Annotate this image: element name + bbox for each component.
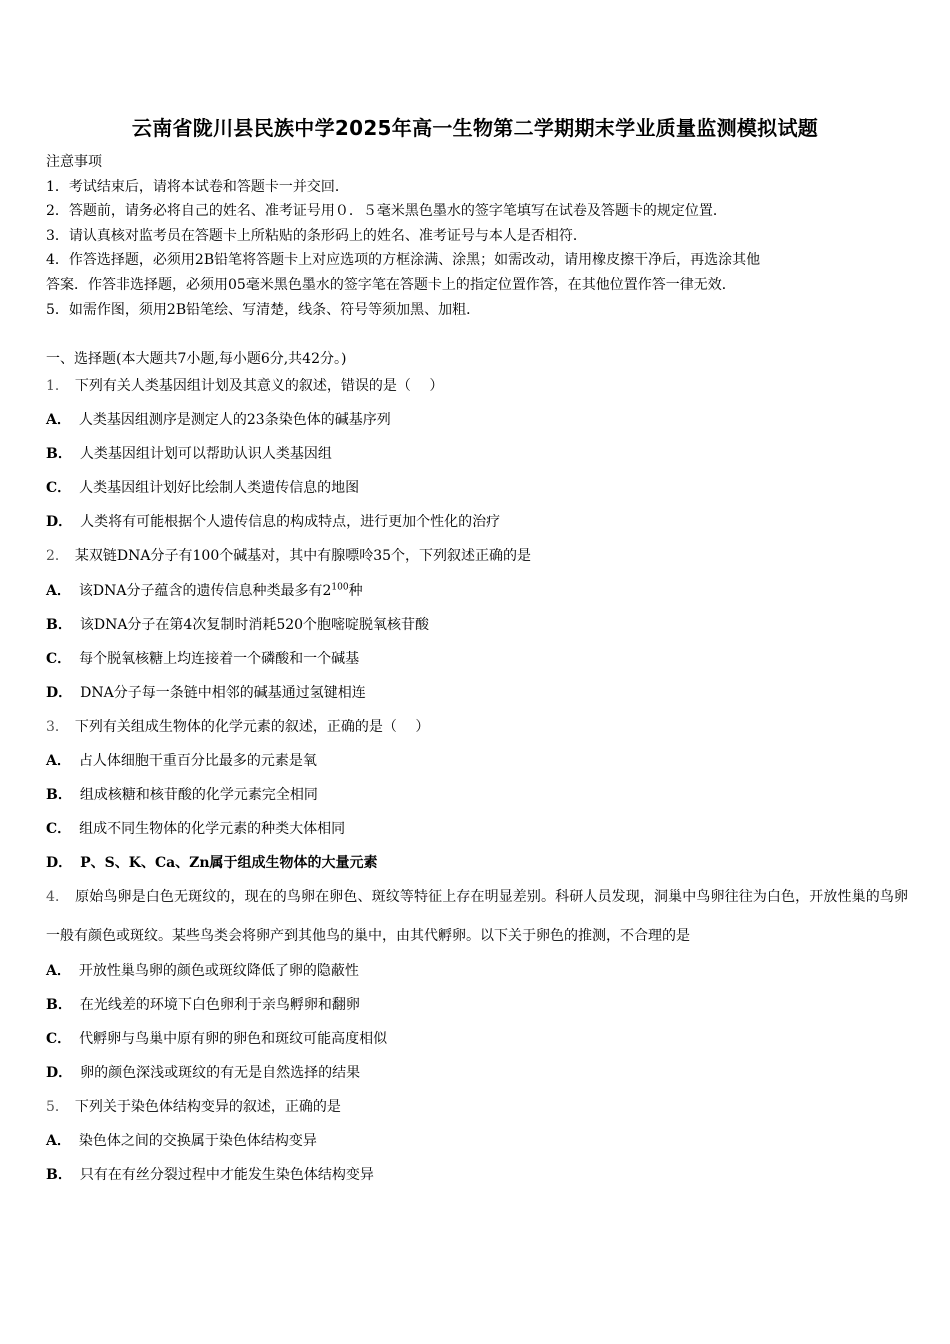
question-1-option-c <box>46 476 908 510</box>
option-text: 染色体之间的交换属于染色体结构变异 <box>78 1133 317 1150</box>
notice-item: 2．答题前，请务必将自己的姓名、准考证号用０．５毫米黑色墨水的签字笔填写在试卷及答题卡的规定位置． <box>46 203 727 220</box>
question-text: 某双链DNA分子有100个碱基对，其中有腺嘌呤35个，下列叙述正确的是 <box>74 548 532 565</box>
option-text: 卵的颜色深浅或斑纹的有无是自然选择的结果 <box>80 1065 361 1082</box>
notice-item: 答案．作答非选择题，必须用05毫米黑色墨水的签字笔在答题卡上的指定位置作答，在其他位置作答一律无效． <box>46 276 736 293</box>
option-letter: B． <box>46 616 72 633</box>
question-text: 下列关于染色体结构变异的叙述，正确的是 <box>74 1099 341 1116</box>
option-text: 组成不同生物体的化学元素的种类大体相同 <box>79 821 346 838</box>
question-number: 3． <box>46 718 69 735</box>
option-letter: C． <box>46 1031 72 1047</box>
option-text: 只有在有丝分裂过程中才能发生染色体结构变异 <box>79 1167 374 1184</box>
question-3-option-b <box>46 783 908 817</box>
option-text: DNA分子每一条链中相邻的碱基通过氢键相连 <box>80 684 366 701</box>
question-text: 下列有关组成生物体的化学元素的叙述，正确的是（ ） <box>74 718 430 735</box>
question-4-option-d <box>46 1061 908 1095</box>
question-4-stem <box>46 878 908 954</box>
option-text: P、S、K、Ca、Zn属于组成生物体的大量元素 <box>80 855 378 872</box>
option-letter: A． <box>46 1133 71 1150</box>
question-4-option-a <box>46 959 908 993</box>
option-text: 占人体细胞干重百分比最多的元素是氧 <box>78 753 317 770</box>
question-5-stem <box>46 1095 908 1129</box>
option-letter: D． <box>46 514 73 531</box>
question-4-option-b <box>46 993 908 1027</box>
notice-item: 3．请认真核对监考员在答题卡上所粘贴的条形码上的姓名、准考证号与本人是否相符． <box>46 227 587 244</box>
question-2-option-a <box>46 579 908 613</box>
notice-item: 5．如需作图，须用2B铅笔绘、写清楚，线条、符号等须加黑、加粗． <box>46 301 481 318</box>
question-4-option-c <box>46 1027 908 1061</box>
question-5-option-a <box>46 1129 908 1163</box>
question-1-option-b <box>46 442 908 476</box>
option-letter: B． <box>46 446 72 463</box>
option-letter: C． <box>46 821 72 838</box>
option-text: 每个脱氧核糖上均连接着一个磷酸和一个碱基 <box>79 650 360 667</box>
option-text: 组成核糖和核苷酸的化学元素完全相同 <box>79 787 318 804</box>
option-letter: D． <box>46 855 73 872</box>
superscript: 100 <box>331 581 349 592</box>
question-2-option-b <box>46 613 908 647</box>
question-number: 5． <box>46 1099 69 1116</box>
option-text: 该DNA分子蕴含的遗传信息种类最多有2 <box>78 582 332 599</box>
question-2-option-d <box>46 681 908 715</box>
option-text: 人类基因组测序是测定人的23条染色体的碱基序列 <box>78 412 391 429</box>
option-text: 人类将有可能根据个人遗传信息的构成特点，进行更加个性化的治疗 <box>80 514 501 531</box>
question-3-stem <box>46 715 908 749</box>
question-1-option-a <box>46 408 908 442</box>
question-list <box>46 374 908 1197</box>
option-letter: C． <box>46 480 72 497</box>
question-number: 2． <box>46 548 69 565</box>
question-2-stem <box>46 544 908 578</box>
option-text: 种 <box>348 582 363 599</box>
question-3-option-a <box>46 749 908 783</box>
option-letter: A． <box>46 753 71 770</box>
question-2-option-c <box>46 647 908 681</box>
notice-block <box>46 150 906 322</box>
question-3-option-c <box>46 817 908 851</box>
option-text: 人类基因组计划好比绘制人类遗传信息的地图 <box>79 480 360 497</box>
option-letter: A． <box>46 412 71 429</box>
question-5-option-b <box>46 1163 908 1197</box>
question-1-option-d <box>46 510 908 544</box>
section-heading: 一、选择题(本大题共7小题,每小题6分,共42分。) <box>46 351 347 367</box>
option-text: 开放性巢鸟卵的颜色或斑纹降低了卵的隐蔽性 <box>78 962 359 979</box>
option-letter: A． <box>46 962 71 979</box>
notice-item: 4．作答选择题，必须用2B铅笔将答题卡上对应选项的方框涂满、涂黑；如需改动，请用橡皮擦干净后，再选涂其他 <box>46 252 761 269</box>
option-letter: D． <box>46 684 73 701</box>
question-number: 1． <box>46 378 69 394</box>
question-text: 原始鸟卵是白色无斑纹的，现在的鸟卵在卵色、斑纹等特征上存在明显差别。科研人员发现，洞巢中鸟卵往往为白色，开放性巢的鸟卵一般有颜色或斑纹。某些鸟类会将卵产到其他鸟的巢中，由其代孵卵。以下关于卵色的推测，不合理的是 <box>46 889 908 944</box>
question-number: 4． <box>46 889 70 906</box>
question-1-stem <box>46 374 908 408</box>
notice-item: 1．考试结束后，请将本试卷和答题卡一并交回． <box>46 178 349 195</box>
option-letter: B． <box>46 787 72 804</box>
option-letter: B． <box>46 1167 72 1184</box>
question-text: 下列有关人类基因组计划及其意义的叙述，错误的是（ ） <box>74 378 444 394</box>
option-letter: D． <box>46 1065 73 1082</box>
option-text: 该DNA分子在第4次复制时消耗520个胞嘧啶脱氧核苷酸 <box>79 616 430 633</box>
option-letter: B． <box>46 996 72 1013</box>
option-text: 代孵卵与鸟巢中原有卵的卵色和斑纹可能高度相似 <box>79 1031 388 1047</box>
option-letter: C． <box>46 650 72 667</box>
option-letter: A． <box>46 582 71 599</box>
option-text: 人类基因组计划可以帮助认识人类基因组 <box>79 446 332 463</box>
notice-heading: 注意事项 <box>46 154 102 170</box>
exam-title: 云南省陇川县民族中学2025年高一生物第二学期期末学业质量监测模拟试题 <box>131 116 819 140</box>
option-text: 在光线差的环境下白色卵利于亲鸟孵卵和翻卵 <box>79 996 360 1013</box>
